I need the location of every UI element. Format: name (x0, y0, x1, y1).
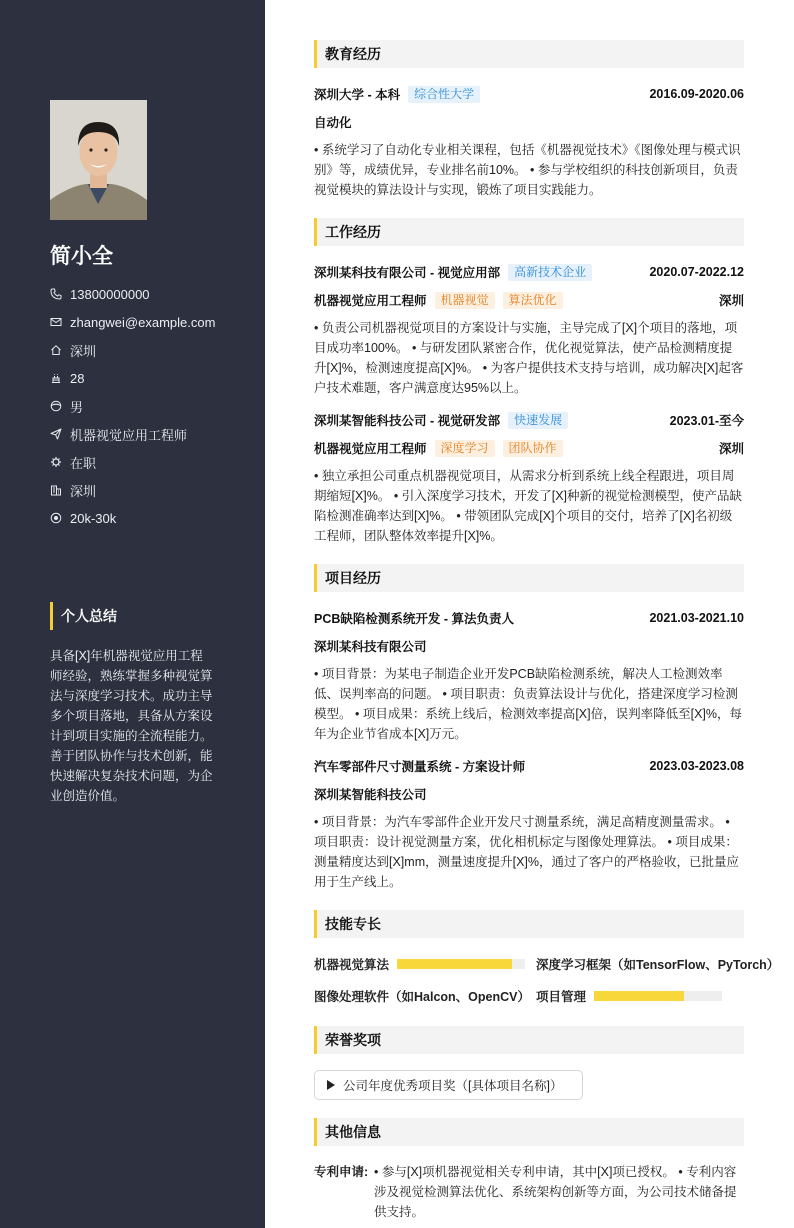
work-location: 深圳 (718, 442, 744, 456)
job-icon (50, 428, 62, 440)
education-desc: • 系统学习了自动化专业相关课程，包括《机器视觉技术》《图像处理与模式识别》等，成绩优异，专业排名前10%。 • 参与学校组织的科技创新项目，负责视觉模块的算法设计与实现，锻炼了项目实践能力。 (314, 143, 741, 197)
project-company: 深圳某智能科技公司 (314, 788, 427, 802)
other-title: 其他信息 (314, 1118, 744, 1146)
contact-text: 在职 (70, 455, 97, 471)
contact-phone (50, 280, 260, 308)
sidebar (0, 0, 265, 1228)
work-title: 工作经历 (314, 218, 744, 246)
project-date: 2023.03-2023.08 (649, 759, 744, 773)
contact-text: 28 (70, 370, 85, 386)
project-company-row (314, 784, 744, 804)
project-company: 深圳某科技有限公司 (314, 640, 427, 654)
skill-item (314, 986, 536, 1006)
contact-text: zhangwei@example.com (70, 314, 216, 330)
skills-grid (314, 954, 780, 1006)
skill-item (536, 986, 744, 1006)
skill-tag: 团队协作 (503, 440, 563, 457)
skill-tag: 深度学习 (435, 440, 495, 457)
contact-text: 男 (70, 399, 84, 415)
contact-text: 13800000000 (70, 286, 150, 302)
age-icon (50, 372, 62, 384)
work-desc: • 独立承担公司重点机器视觉项目，从需求分析到系统上线全程跟进，项目周期缩短[X]%。 • 引入深度学习技术，开发了[X]种新的视觉检测模型，使产品缺陷检测准确率达到[X]%。 • 带领团队完成[X]个项目的交付，培养了[X]名初级工程师，团队整体效率提升[X]%。 (314, 469, 743, 543)
home-icon (50, 344, 62, 356)
skill-name: 项目管理 (536, 990, 587, 1004)
phone-icon (50, 288, 62, 300)
contact-text: 20k-30k (70, 510, 117, 526)
skill-bar (594, 991, 722, 1001)
work-role-row (314, 438, 744, 458)
email-icon (50, 316, 62, 328)
work-role: 机器视觉应用工程师 (314, 442, 427, 456)
contact-home (50, 336, 260, 364)
work-role: 机器视觉应用工程师 (314, 294, 427, 308)
skills-title: 技能专长 (314, 910, 744, 938)
education-major-row (314, 112, 744, 132)
projects-title: 项目经历 (314, 564, 744, 592)
company-tag: 快速发展 (508, 412, 568, 429)
work-company: 深圳某科技有限公司 - 视觉应用部 (314, 266, 501, 280)
education-date: 2016.09-2020.06 (649, 87, 744, 101)
summary-text: 具备[X]年机器视觉应用工程师经验，熟练掌握多种视觉算法与深度学习技术。成功主导多个项目落地，具备从方案设计到项目实施的全流程能力。善于团队协作与技术创新，能快速解决复杂技术问题，为企业创造价值。 (50, 649, 213, 803)
work-date: 2023.01-至今 (669, 414, 744, 428)
main-content (314, 40, 780, 1222)
candidate-name: 简小全 (50, 245, 113, 268)
work-date: 2020.07-2022.12 (649, 265, 744, 279)
profile-photo (50, 100, 147, 220)
skill-bar (397, 959, 525, 969)
other-label: 专利申请: (314, 1165, 369, 1179)
contact-text: 深圳 (70, 343, 97, 359)
triangle-right-icon (327, 1080, 335, 1090)
contact-status (50, 448, 260, 476)
project-desc: • 项目背景：为汽车零部件企业开发尺寸测量系统，满足高精度测量需求。 • 项目职责：设计视觉测量方案，优化相机标定与图像处理算法。 • 项目成果：测量精度达到[X]mm，测量速度提升[X]%，通过了客户的严格验收，已批量应用于生产线上。 (314, 815, 740, 889)
education-title: 教育经历 (314, 40, 744, 68)
contact-text: 深圳 (70, 483, 97, 499)
contact-email (50, 308, 260, 336)
award-item[interactable] (314, 1070, 583, 1100)
contact-text: 机器视觉应用工程师 (70, 427, 188, 443)
school-name: 深圳大学 - 本科 (314, 88, 401, 102)
avatar-illustration (50, 100, 147, 220)
other-row (314, 1162, 744, 1222)
project-date: 2021.03-2021.10 (649, 611, 744, 625)
award-text: 公司年度优秀项目奖（[具体项目名称]） (343, 1079, 563, 1093)
contact-age (50, 364, 260, 392)
project-header (314, 608, 744, 628)
other-text: • 参与[X]项机器视觉相关专利申请，其中[X]项已授权。 • 专利内容涉及视觉检测算法优化、系统架构创新等方面，为公司技术储备提供支持。 (374, 1165, 737, 1219)
skill-name: 机器视觉算法 (314, 958, 390, 972)
contact-salary (50, 504, 260, 532)
work-item-header (314, 410, 744, 430)
skill-item (314, 954, 536, 974)
skill-bar-fill (397, 959, 512, 969)
education-header (314, 84, 744, 104)
skill-name: 图像处理软件（如Halcon、OpenCV） (314, 990, 530, 1004)
skill-bar-fill (594, 991, 684, 1001)
contact-job (50, 420, 260, 448)
work-company: 深圳某智能科技公司 - 视觉研发部 (314, 414, 501, 428)
work-item-header (314, 262, 744, 282)
project-company-row (314, 636, 744, 656)
education-major: 自动化 (314, 116, 352, 130)
skill-name: 深度学习框架（如TensorFlow、PyTorch） (536, 958, 780, 972)
skill-tag: 算法优化 (503, 292, 563, 309)
project-name: 汽车零部件尺寸测量系统 - 方案设计师 (314, 760, 526, 774)
school-tag: 综合性大学 (408, 86, 480, 103)
gender-icon (50, 400, 62, 412)
project-desc: • 项目背景：为某电子制造企业开发PCB缺陷检测系统，解决人工检测效率低、误判率高的问题。 • 项目职责：负责算法设计与优化，搭建深度学习检测模型。 • 项目成果：系统上线后，检测效率提高[X]倍，误判率降低至[X]%，每年为企业节省成本[X]万元。 (314, 667, 743, 741)
project-name: PCB缺陷检测系统开发 - 算法负责人 (314, 612, 515, 626)
award-wrapper (314, 1070, 744, 1100)
status-icon (50, 456, 62, 468)
skill-tag: 机器视觉 (435, 292, 495, 309)
contact-gender (50, 392, 260, 420)
work-role-row (314, 290, 744, 310)
contact-city (50, 476, 260, 504)
contact-list (50, 280, 260, 532)
company-tag: 高新技术企业 (508, 264, 592, 281)
summary-title: 个人总结 (50, 602, 117, 630)
work-desc: • 负责公司机器视觉项目的方案设计与实施，主导完成了[X]个项目的落地，项目成功率100%。 • 与研发团队紧密合作，优化视觉算法，使产品检测精度提升[X]%，检测速度提高[X]%。 • 为客户提供技术支持与培训，成功解决[X]起客户技术难题，客户满意度达95%以上。 (314, 321, 744, 395)
work-location: 深圳 (718, 294, 744, 308)
project-header (314, 756, 744, 776)
city-icon (50, 484, 62, 496)
honors-title: 荣誉奖项 (314, 1026, 744, 1054)
skill-item (536, 954, 780, 974)
salary-icon (50, 512, 62, 524)
